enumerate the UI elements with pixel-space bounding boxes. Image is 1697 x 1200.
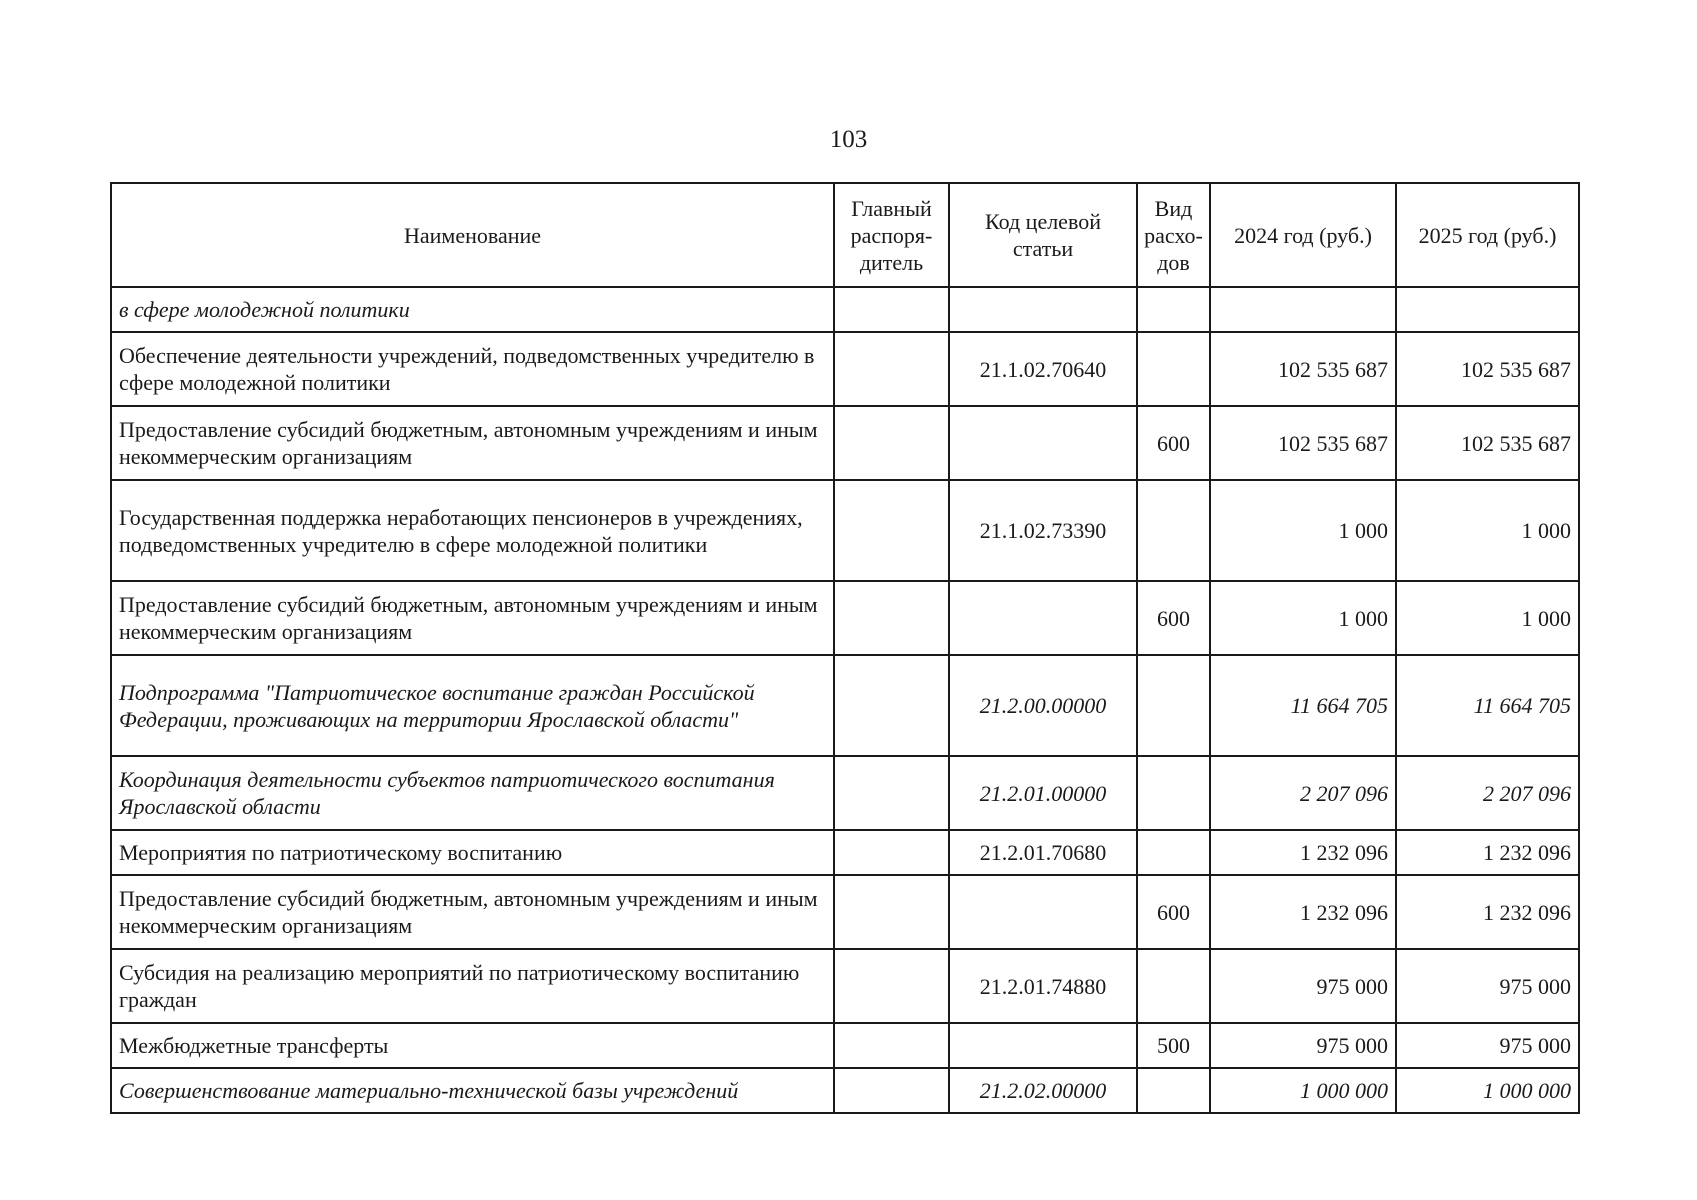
- cell-name: Мероприятия по патриотическому воспитанию: [111, 830, 834, 875]
- table-row: [111, 875, 1579, 949]
- table-row: [111, 332, 1579, 406]
- cell-target-code: [949, 1023, 1137, 1068]
- table-row: [111, 655, 1579, 756]
- cell-year-2024: [1210, 287, 1396, 332]
- cell-expense-type: [1137, 287, 1210, 332]
- cell-year-2025: 975 000: [1396, 1023, 1579, 1068]
- table-row: [111, 287, 1579, 332]
- header-expense-type: Вид расхо-дов: [1137, 183, 1210, 287]
- cell-target-code: [949, 581, 1137, 655]
- cell-expense-type: 600: [1137, 581, 1210, 655]
- cell-year-2024: 975 000: [1210, 949, 1396, 1023]
- cell-year-2025: 1 000 000: [1396, 1068, 1579, 1113]
- cell-year-2025: 1 232 096: [1396, 875, 1579, 949]
- cell-year-2024: 2 207 096: [1210, 756, 1396, 830]
- cell-year-2025: [1396, 287, 1579, 332]
- cell-manager: [834, 655, 949, 756]
- cell-manager: [834, 406, 949, 480]
- cell-year-2025: 1 232 096: [1396, 830, 1579, 875]
- cell-year-2024: 1 000: [1210, 581, 1396, 655]
- cell-target-code: [949, 406, 1137, 480]
- cell-manager: [834, 287, 949, 332]
- cell-name: Субсидия на реализацию мероприятий по патриотическому воспитанию граждан: [111, 949, 834, 1023]
- cell-year-2024: 11 664 705: [1210, 655, 1396, 756]
- cell-target-code: 21.2.02.00000: [949, 1068, 1137, 1113]
- cell-expense-type: [1137, 655, 1210, 756]
- header-target-code: Код целевой статьи: [949, 183, 1137, 287]
- cell-name: Предоставление субсидий бюджетным, автономным учреждениям и иным некоммерческим организациям: [111, 406, 834, 480]
- cell-target-code: [949, 875, 1137, 949]
- table-row: [111, 581, 1579, 655]
- table-row: [111, 1023, 1579, 1068]
- cell-expense-type: [1137, 830, 1210, 875]
- cell-year-2025: 975 000: [1396, 949, 1579, 1023]
- cell-manager: [834, 830, 949, 875]
- cell-expense-type: [1137, 949, 1210, 1023]
- table-body: [111, 287, 1579, 1113]
- cell-year-2025: 11 664 705: [1396, 655, 1579, 756]
- cell-year-2025: 1 000: [1396, 480, 1579, 581]
- table-header-row: [111, 183, 1579, 287]
- cell-target-code: [949, 287, 1137, 332]
- cell-name: Совершенствование материально-технической базы учреждений: [111, 1068, 834, 1113]
- cell-year-2024: 102 535 687: [1210, 332, 1396, 406]
- cell-manager: [834, 949, 949, 1023]
- cell-year-2025: 102 535 687: [1396, 332, 1579, 406]
- table-row: [111, 1068, 1579, 1113]
- cell-year-2024: 1 000: [1210, 480, 1396, 581]
- budget-table: [110, 182, 1580, 1114]
- cell-year-2024: 975 000: [1210, 1023, 1396, 1068]
- cell-year-2024: 102 535 687: [1210, 406, 1396, 480]
- cell-target-code: 21.1.02.73390: [949, 480, 1137, 581]
- table-row: [111, 480, 1579, 581]
- cell-expense-type: [1137, 332, 1210, 406]
- cell-expense-type: [1137, 480, 1210, 581]
- cell-name: Подпрограмма "Патриотическое воспитание граждан Российской Федерации, проживающих на территории Ярославской области": [111, 655, 834, 756]
- cell-expense-type: 600: [1137, 406, 1210, 480]
- header-manager: Главный распоря-дитель: [834, 183, 949, 287]
- header-year-2024: 2024 год (руб.): [1210, 183, 1396, 287]
- cell-manager: [834, 1023, 949, 1068]
- cell-manager: [834, 581, 949, 655]
- cell-manager: [834, 875, 949, 949]
- cell-year-2024: 1 232 096: [1210, 830, 1396, 875]
- cell-target-code: 21.2.00.00000: [949, 655, 1137, 756]
- cell-target-code: 21.2.01.74880: [949, 949, 1137, 1023]
- cell-year-2025: 2 207 096: [1396, 756, 1579, 830]
- cell-target-code: 21.2.01.00000: [949, 756, 1137, 830]
- table-row: [111, 756, 1579, 830]
- cell-expense-type: 500: [1137, 1023, 1210, 1068]
- cell-name: Межбюджетные трансферты: [111, 1023, 834, 1068]
- cell-year-2025: 1 000: [1396, 581, 1579, 655]
- cell-manager: [834, 1068, 949, 1113]
- cell-expense-type: [1137, 756, 1210, 830]
- cell-manager: [834, 756, 949, 830]
- page-number: 103: [829, 126, 868, 153]
- cell-expense-type: 600: [1137, 875, 1210, 949]
- table-row: [111, 406, 1579, 480]
- cell-target-code: 21.1.02.70640: [949, 332, 1137, 406]
- header-year-2025: 2025 год (руб.): [1396, 183, 1579, 287]
- cell-name: Обеспечение деятельности учреждений, подведомственных учредителю в сфере молодежной политики: [111, 332, 834, 406]
- cell-expense-type: [1137, 1068, 1210, 1113]
- table-row: [111, 830, 1579, 875]
- cell-name: в сфере молодежной политики: [111, 287, 834, 332]
- cell-year-2024: 1 232 096: [1210, 875, 1396, 949]
- cell-manager: [834, 332, 949, 406]
- cell-name: Координация деятельности субъектов патриотического воспитания Ярославской области: [111, 756, 834, 830]
- cell-target-code: 21.2.01.70680: [949, 830, 1137, 875]
- cell-name: Предоставление субсидий бюджетным, автономным учреждениям и иным некоммерческим организациям: [111, 875, 834, 949]
- cell-year-2025: 102 535 687: [1396, 406, 1579, 480]
- cell-year-2024: 1 000 000: [1210, 1068, 1396, 1113]
- cell-manager: [834, 480, 949, 581]
- header-name: Наименование: [111, 183, 834, 287]
- table-row: [111, 949, 1579, 1023]
- cell-name: Государственная поддержка неработающих пенсионеров в учреждениях, подведомственных учредителю в сфере молодежной политики: [111, 480, 834, 581]
- cell-name: Предоставление субсидий бюджетным, автономным учреждениям и иным некоммерческим организациям: [111, 581, 834, 655]
